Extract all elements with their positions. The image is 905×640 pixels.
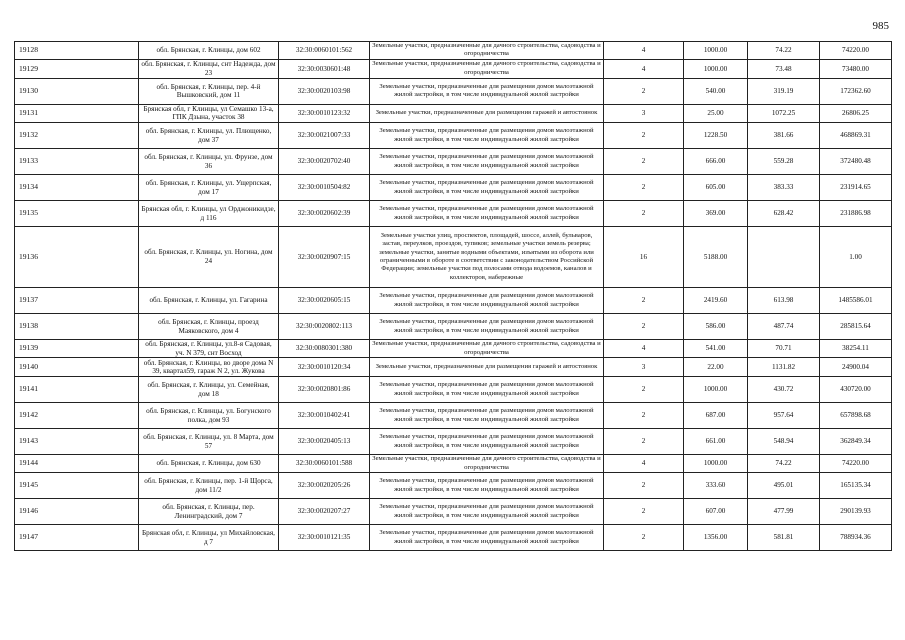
row-number: 19141 xyxy=(15,377,139,403)
cadastral-number-cell: 32:30:0030601:48 xyxy=(279,59,370,78)
table-row xyxy=(15,358,892,377)
land-use-cell: Земельные участки, предназначенные для размещения домов малоэтажной жилой застройки, в том числе индивидуальной жилой застройки xyxy=(370,525,604,551)
row-number: 19142 xyxy=(15,403,139,429)
land-use-cell: Земельные участки, предназначенные для размещения домов малоэтажной жилой застройки, в том числе индивидуальной жилой застройки xyxy=(370,377,604,403)
table-row xyxy=(15,377,892,403)
cadastral-value-cell: 430720.00 xyxy=(820,377,892,403)
group-code-cell: 2 xyxy=(604,175,684,201)
cadastral-value-cell: 290139.93 xyxy=(820,499,892,525)
row-number: 19135 xyxy=(15,201,139,227)
table-row xyxy=(15,499,892,525)
row-number: 19144 xyxy=(15,455,139,473)
group-code-cell: 2 xyxy=(604,429,684,455)
specific-value-cell: 74.22 xyxy=(748,42,820,60)
cadastral-value-cell: 38254.11 xyxy=(820,340,892,358)
area-cell: 687.00 xyxy=(684,403,748,429)
row-number: 19140 xyxy=(15,358,139,377)
row-number: 19133 xyxy=(15,149,139,175)
table-row xyxy=(15,59,892,78)
row-number: 19128 xyxy=(15,42,139,60)
land-use-cell: Земельные участки, предназначенные для размещения домов малоэтажной жилой застройки, в том числе индивидуальной жилой застройки xyxy=(370,288,604,314)
address-cell: обл. Брянская, г. Клинцы, пер. Ленинградский, дом 7 xyxy=(139,499,279,525)
cadastral-value-cell: 1485586.01 xyxy=(820,288,892,314)
area-cell: 666.00 xyxy=(684,149,748,175)
specific-value-cell: 548.94 xyxy=(748,429,820,455)
land-use-cell: Земельные участки, предназначенные для размещения домов малоэтажной жилой застройки, в том числе индивидуальной жилой застройки xyxy=(370,499,604,525)
address-cell: обл. Брянская, г. Клинцы, ул. Ущерпская, дом 17 xyxy=(139,175,279,201)
land-use-cell: Земельные участки, предназначенные для дачного строительства, садоводства и огородничества xyxy=(370,59,604,78)
land-use-cell: Земельные участки, предназначенные для дачного строительства, садоводства и огородничества xyxy=(370,455,604,473)
table-row xyxy=(15,123,892,149)
page-number: 985 xyxy=(872,20,889,32)
address-cell: обл. Брянская, г. Клинцы, проезд Маяковского, дом 4 xyxy=(139,314,279,340)
area-cell: 1000.00 xyxy=(684,455,748,473)
group-code-cell: 2 xyxy=(604,473,684,499)
group-code-cell: 2 xyxy=(604,377,684,403)
cadastral-number-cell: 32:30:0010402:41 xyxy=(279,403,370,429)
table-row xyxy=(15,314,892,340)
area-cell: 586.00 xyxy=(684,314,748,340)
specific-value-cell: 319.19 xyxy=(748,78,820,104)
specific-value-cell: 957.64 xyxy=(748,403,820,429)
row-number: 19137 xyxy=(15,288,139,314)
cadastral-number-cell: 32:30:0010120:34 xyxy=(279,358,370,377)
cadastral-number-cell: 32:30:0060101:588 xyxy=(279,455,370,473)
group-code-cell: 2 xyxy=(604,403,684,429)
land-use-cell: Земельные участки, предназначенные для размещения гаражей и автостоянок xyxy=(370,104,604,122)
area-cell: 5188.00 xyxy=(684,227,748,288)
group-code-cell: 2 xyxy=(604,314,684,340)
cadastral-number-cell: 32:30:0020605:15 xyxy=(279,288,370,314)
row-number: 19134 xyxy=(15,175,139,201)
cadastral-value-cell: 165135.34 xyxy=(820,473,892,499)
cadastral-number-cell: 32:30:0020907:15 xyxy=(279,227,370,288)
row-number: 19145 xyxy=(15,473,139,499)
cadastral-value-cell: 372480.48 xyxy=(820,149,892,175)
land-use-cell: Земельные участки улиц, проспектов, площадей, шоссе, аллей, бульваров, застав, переулков, проездов, тупиков; земельные участки земель резерва; земельные участки, занятые водными объектами, изъятыми из оборота или ограниченными в обороте в соответствии с законодательством Российской Федерации; земельные участки под полосами отвода водоемов, каналов и коллекторов, набережные xyxy=(370,227,604,288)
area-cell: 607.00 xyxy=(684,499,748,525)
specific-value-cell: 559.28 xyxy=(748,149,820,175)
area-cell: 2419.60 xyxy=(684,288,748,314)
group-code-cell: 4 xyxy=(604,42,684,60)
land-use-cell: Земельные участки, предназначенные для размещения домов малоэтажной жилой застройки, в том числе индивидуальной жилой застройки xyxy=(370,149,604,175)
area-cell: 369.00 xyxy=(684,201,748,227)
address-cell: Брянская обл, г. Клинцы, ул Орджоникидзе, д 116 xyxy=(139,201,279,227)
table-row xyxy=(15,403,892,429)
cadastral-value-cell: 468869.31 xyxy=(820,123,892,149)
specific-value-cell: 613.98 xyxy=(748,288,820,314)
specific-value-cell: 73.48 xyxy=(748,59,820,78)
cadastral-value-cell: 24900.04 xyxy=(820,358,892,377)
table-row xyxy=(15,340,892,358)
table-row xyxy=(15,227,892,288)
cadastral-number-cell: 32:30:0020802:113 xyxy=(279,314,370,340)
cadastral-value-cell: 285815.64 xyxy=(820,314,892,340)
specific-value-cell: 495.01 xyxy=(748,473,820,499)
table-row xyxy=(15,473,892,499)
cadastral-number-cell: 32:30:0020602:39 xyxy=(279,201,370,227)
land-use-cell: Земельные участки, предназначенные для размещения гаражей и автостоянок xyxy=(370,358,604,377)
cadastral-number-cell: 32:30:0010121:35 xyxy=(279,525,370,551)
cadastral-value-cell: 74220.00 xyxy=(820,42,892,60)
area-cell: 333.60 xyxy=(684,473,748,499)
area-cell: 1000.00 xyxy=(684,59,748,78)
cadastral-number-cell: 32:30:0020801:86 xyxy=(279,377,370,403)
cadastral-number-cell: 32:30:0060101:562 xyxy=(279,42,370,60)
group-code-cell: 2 xyxy=(604,149,684,175)
cadastral-number-cell: 32:30:0020702:40 xyxy=(279,149,370,175)
group-code-cell: 2 xyxy=(604,499,684,525)
specific-value-cell: 477.99 xyxy=(748,499,820,525)
area-cell: 661.00 xyxy=(684,429,748,455)
specific-value-cell: 581.81 xyxy=(748,525,820,551)
cadastral-number-cell: 32:30:0010504:82 xyxy=(279,175,370,201)
group-code-cell: 2 xyxy=(604,123,684,149)
cadastral-value-cell: 1.00 xyxy=(820,227,892,288)
address-cell: Брянская обл, г. Клинцы, ул Михайловская, д 7 xyxy=(139,525,279,551)
group-code-cell: 2 xyxy=(604,288,684,314)
land-use-cell: Земельные участки, предназначенные для размещения домов малоэтажной жилой застройки, в том числе индивидуальной жилой застройки xyxy=(370,403,604,429)
area-cell: 1000.00 xyxy=(684,377,748,403)
cadastral-number-cell: 32:30:0020205:26 xyxy=(279,473,370,499)
land-use-cell: Земельные участки, предназначенные для размещения домов малоэтажной жилой застройки, в том числе индивидуальной жилой застройки xyxy=(370,175,604,201)
cadastral-number-cell: 32:30:0020405:13 xyxy=(279,429,370,455)
land-use-cell: Земельные участки, предназначенные для размещения домов малоэтажной жилой застройки, в том числе индивидуальной жилой застройки xyxy=(370,473,604,499)
table-row xyxy=(15,288,892,314)
address-cell: обл. Брянская, г. Клинцы, ул. Фрунзе, дом 36 xyxy=(139,149,279,175)
cadastral-value-table xyxy=(14,41,892,551)
group-code-cell: 16 xyxy=(604,227,684,288)
group-code-cell: 4 xyxy=(604,340,684,358)
address-cell: обл. Брянская, г. Клинцы, ул. 8 Марта, дом 57 xyxy=(139,429,279,455)
area-cell: 25.00 xyxy=(684,104,748,122)
area-cell: 22.00 xyxy=(684,358,748,377)
table-row xyxy=(15,42,892,60)
address-cell: обл. Брянская, г. Клинцы, ул. Плющенко, дом 37 xyxy=(139,123,279,149)
address-cell: обл. Брянская, г. Клинцы, ул. Гагарина xyxy=(139,288,279,314)
specific-value-cell: 1131.82 xyxy=(748,358,820,377)
cadastral-number-cell: 32:30:0020207:27 xyxy=(279,499,370,525)
cadastral-value-cell: 73480.00 xyxy=(820,59,892,78)
area-cell: 1000.00 xyxy=(684,42,748,60)
row-number: 19146 xyxy=(15,499,139,525)
address-cell: Брянская обл, г Клинцы, ул Семашко 13-а, ГПК Дзына, участок 38 xyxy=(139,104,279,122)
area-cell: 1228.50 xyxy=(684,123,748,149)
address-cell: обл. Брянская, г. Клинцы, ул. Семейная, дом 18 xyxy=(139,377,279,403)
table-row xyxy=(15,525,892,551)
row-number: 19131 xyxy=(15,104,139,122)
cadastral-value-cell: 172362.60 xyxy=(820,78,892,104)
specific-value-cell: 628.42 xyxy=(748,201,820,227)
specific-value-cell: 1072.25 xyxy=(748,104,820,122)
cadastral-value-cell: 362849.34 xyxy=(820,429,892,455)
row-number: 19139 xyxy=(15,340,139,358)
specific-value-cell: 70.71 xyxy=(748,340,820,358)
cadastral-number-cell: 32:30:0010123:32 xyxy=(279,104,370,122)
table-row xyxy=(15,104,892,122)
table-row xyxy=(15,175,892,201)
address-cell: обл. Брянская, г. Клинцы, ул. Богунского полка, дом 93 xyxy=(139,403,279,429)
specific-value-cell: 430.72 xyxy=(748,377,820,403)
specific-value-cell: 381.66 xyxy=(748,123,820,149)
row-number: 19143 xyxy=(15,429,139,455)
land-use-cell: Земельные участки, предназначенные для размещения домов малоэтажной жилой застройки, в том числе индивидуальной жилой застройки xyxy=(370,123,604,149)
land-use-cell: Земельные участки, предназначенные для размещения домов малоэтажной жилой застройки, в том числе индивидуальной жилой застройки xyxy=(370,201,604,227)
address-cell: обл. Брянская, г. Клинцы, пер. 1-й Щорса, дом 11/2 xyxy=(139,473,279,499)
table-row xyxy=(15,455,892,473)
table-row xyxy=(15,201,892,227)
specific-value-cell: 383.33 xyxy=(748,175,820,201)
land-use-cell: Земельные участки, предназначенные для размещения домов малоэтажной жилой застройки, в том числе индивидуальной жилой застройки xyxy=(370,314,604,340)
address-cell: обл. Брянская, г. Клинцы, пер. 4-й Вышковский, дом 11 xyxy=(139,78,279,104)
group-code-cell: 2 xyxy=(604,525,684,551)
cadastral-number-cell: 32:30:0020103:98 xyxy=(279,78,370,104)
group-code-cell: 2 xyxy=(604,201,684,227)
cadastral-value-cell: 26806.25 xyxy=(820,104,892,122)
row-number: 19147 xyxy=(15,525,139,551)
address-cell: обл. Брянская, г. Клинцы, ул.8-я Садовая, уч. N 379, снт Восход xyxy=(139,340,279,358)
specific-value-cell: 487.74 xyxy=(748,314,820,340)
area-cell: 605.00 xyxy=(684,175,748,201)
row-number: 19138 xyxy=(15,314,139,340)
address-cell: обл. Брянская, г. Клинцы, дом 630 xyxy=(139,455,279,473)
row-number: 19136 xyxy=(15,227,139,288)
group-code-cell: 3 xyxy=(604,358,684,377)
land-use-cell: Земельные участки, предназначенные для размещения домов малоэтажной жилой застройки, в том числе индивидуальной жилой застройки xyxy=(370,429,604,455)
table-row xyxy=(15,429,892,455)
group-code-cell: 4 xyxy=(604,59,684,78)
land-use-cell: Земельные участки, предназначенные для дачного строительства, садоводства и огородничества xyxy=(370,340,604,358)
row-number: 19132 xyxy=(15,123,139,149)
land-use-cell: Земельные участки, предназначенные для размещения домов малоэтажной жилой застройки, в том числе индивидуальной жилой застройки xyxy=(370,78,604,104)
row-number: 19129 xyxy=(15,59,139,78)
cadastral-number-cell: 32:30:0080301:380 xyxy=(279,340,370,358)
address-cell: обл. Брянская, г. Клинцы, ул. Ногина, дом 24 xyxy=(139,227,279,288)
cadastral-value-cell: 74220.00 xyxy=(820,455,892,473)
cadastral-value-cell: 788934.36 xyxy=(820,525,892,551)
cadastral-value-cell: 231886.98 xyxy=(820,201,892,227)
address-cell: обл. Брянская, г. Клинцы, снт Надежда, дом 23 xyxy=(139,59,279,78)
address-cell: обл. Брянская, г. Клинцы, дом 602 xyxy=(139,42,279,60)
specific-value-cell xyxy=(748,227,820,288)
group-code-cell: 3 xyxy=(604,104,684,122)
group-code-cell: 4 xyxy=(604,455,684,473)
land-use-cell: Земельные участки, предназначенные для дачного строительства, садоводства и огородничества xyxy=(370,42,604,60)
group-code-cell: 2 xyxy=(604,78,684,104)
area-cell: 1356.00 xyxy=(684,525,748,551)
cadastral-value-cell: 657898.68 xyxy=(820,403,892,429)
area-cell: 540.00 xyxy=(684,78,748,104)
row-number: 19130 xyxy=(15,78,139,104)
table-row xyxy=(15,78,892,104)
address-cell: обл. Брянская, г. Клинцы, во дворе дома N 39, квартал59, гараж N 2, ул. Жукова xyxy=(139,358,279,377)
cadastral-number-cell: 32:30:0021007:33 xyxy=(279,123,370,149)
specific-value-cell: 74.22 xyxy=(748,455,820,473)
table-row xyxy=(15,149,892,175)
cadastral-value-cell: 231914.65 xyxy=(820,175,892,201)
area-cell: 541.00 xyxy=(684,340,748,358)
